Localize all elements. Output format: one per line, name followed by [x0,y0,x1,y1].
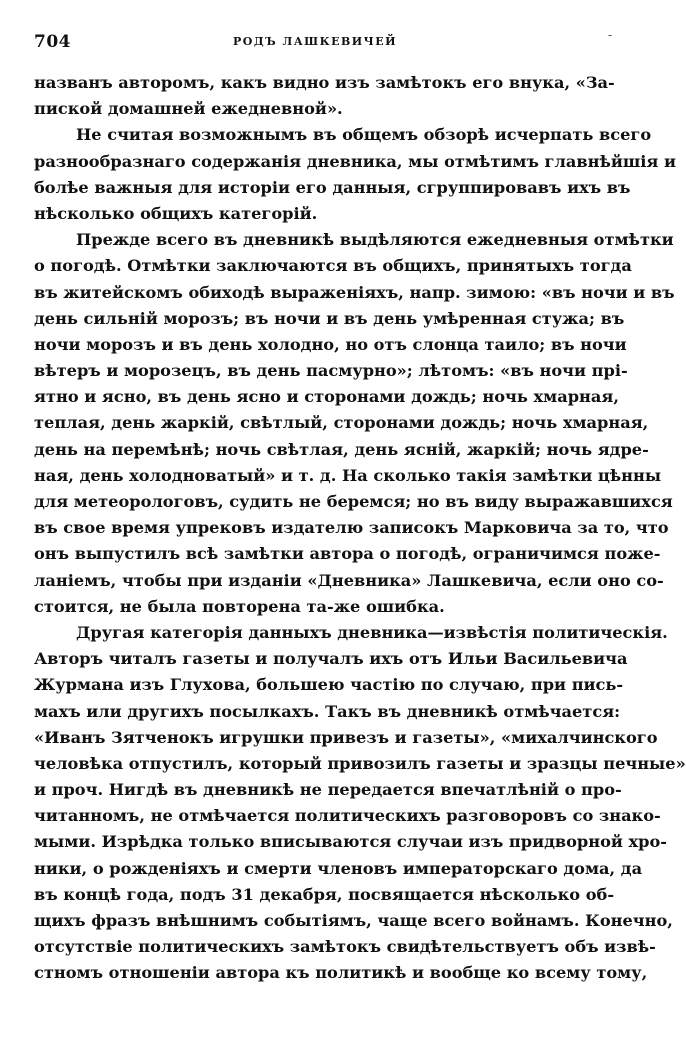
text-line: въ концѣ года, подъ 31 декабря, посвящается нѣсколько об- [34,884,615,904]
text-line: читанномъ, не отмѣчается политическихъ разговоровъ со знако- [34,806,661,826]
corner-mark: - [607,28,612,42]
text-line: о погодѣ. Отмѣтки заключаются въ общихъ, принятыхъ тогда [34,256,632,276]
paragraph [34,70,615,122]
text-line: человѣка отпустилъ, который привозилъ газеты и зразцы печные» [34,753,686,773]
paragraph [34,122,676,227]
text-line: въ свое время упрековъ издателю записокъ Марковича за то, что [34,518,669,538]
text-line: щихъ фразъ внѣшнимъ событіямъ, чаще всего войнамъ. Конечно, [34,911,673,930]
page-number: 704 [34,32,71,52]
text-line: онъ выпустилъ всѣ замѣтки автора о погодѣ, ограничимся поже- [34,544,661,564]
body-text [34,70,686,987]
text-line: ятно и ясно, въ день ясно и сторонами дождь; ночь хмарная, [34,387,619,407]
text-line: названъ авторомъ, какъ видно изъ замѣтокъ его внука, «За- [34,73,615,92]
text-line: Авторъ читалъ газеты и получалъ ихъ отъ Ильи Васильевича [34,649,628,669]
text-line: отсутствіе политическихъ замѣтокъ свидѣтельствуетъ объ извѣ- [34,937,656,957]
text-line: Другая категорія данныхъ дневника—извѣстія политическія. [76,622,668,642]
text-line: для метеорологовъ, судить не беремся; но въ виду выражавшихся [34,492,673,511]
text-line: ная, день холодноватый» и т. д. На сколько такія замѣтки цѣнны [34,465,662,485]
text-line: ники, о рожденіяхъ и смерти членовъ императорскаго дома, да [34,858,643,878]
text-line: Журмана изъ Глухова, большею частію по случаю, при пись- [34,675,624,695]
text-line: ночи морозъ и въ день холодно, но отъ слонца таило; въ ночи [34,334,627,354]
running-title: РОДЪ ЛАШКЕВИЧЕЙ [232,35,398,48]
text-line: день сильній морозъ; въ ночи и въ день умѣренная стужа; въ [34,308,625,328]
text-line: разнообразнаго содержанія дневника, мы отмѣтимъ главнѣйшія и [34,151,676,171]
paragraph [34,227,675,620]
text-line: вѣтеръ и морозецъ, въ день пасмурно»; лѣтомъ: «въ ночи прі- [34,361,628,381]
text-line: пиской домашней ежедневной». [34,99,343,119]
text-line: ланіемъ, чтобы при изданіи «Дневника» Лашкевича, если оно со- [34,570,664,590]
text-line: «Иванъ Зятченокъ игрушки привезъ и газеты», «михалчинского [34,727,658,747]
text-line: Не считая возможнымъ въ общемъ обзорѣ исчерпать всего [76,125,652,145]
paragraph [34,620,686,987]
text-line: день на перемѣнѣ; ночь свѣтлая, день ясній, жаркій; ночь ядре- [34,439,649,459]
text-line: стоится, не была повторена та-же ошибка. [34,596,445,616]
text-line: махъ или другихъ посылкахъ. Такъ въ дневникѣ отмѣчается: [34,701,621,721]
text-line: въ житейскомъ обиходѣ выраженіяхъ, напр. зимою: «въ ночи и въ [34,282,675,302]
text-line: Прежде всего въ дневникѣ выдѣляются ежедневныя отмѣтки [76,230,674,250]
page-header [34,28,612,56]
book-page [34,28,686,987]
text-line: теплая, день жаркій, свѣтлый, сторонами дождь; ночь хмарная, [34,413,649,433]
text-line: и проч. Нигдѣ въ дневникѣ не передается впечатлѣній о про- [34,780,622,800]
text-line: мыми. Изрѣдка только вписываются случаи изъ придворной хро- [34,832,668,852]
text-line: стномъ отношеніи автора къ политикѣ и вообще ко всему тому, [34,963,648,983]
text-line: нѣсколько общихъ категорій. [34,203,318,223]
text-line: болѣе важныя для исторіи его данныя, сгруппировавъ ихъ въ [34,177,631,197]
